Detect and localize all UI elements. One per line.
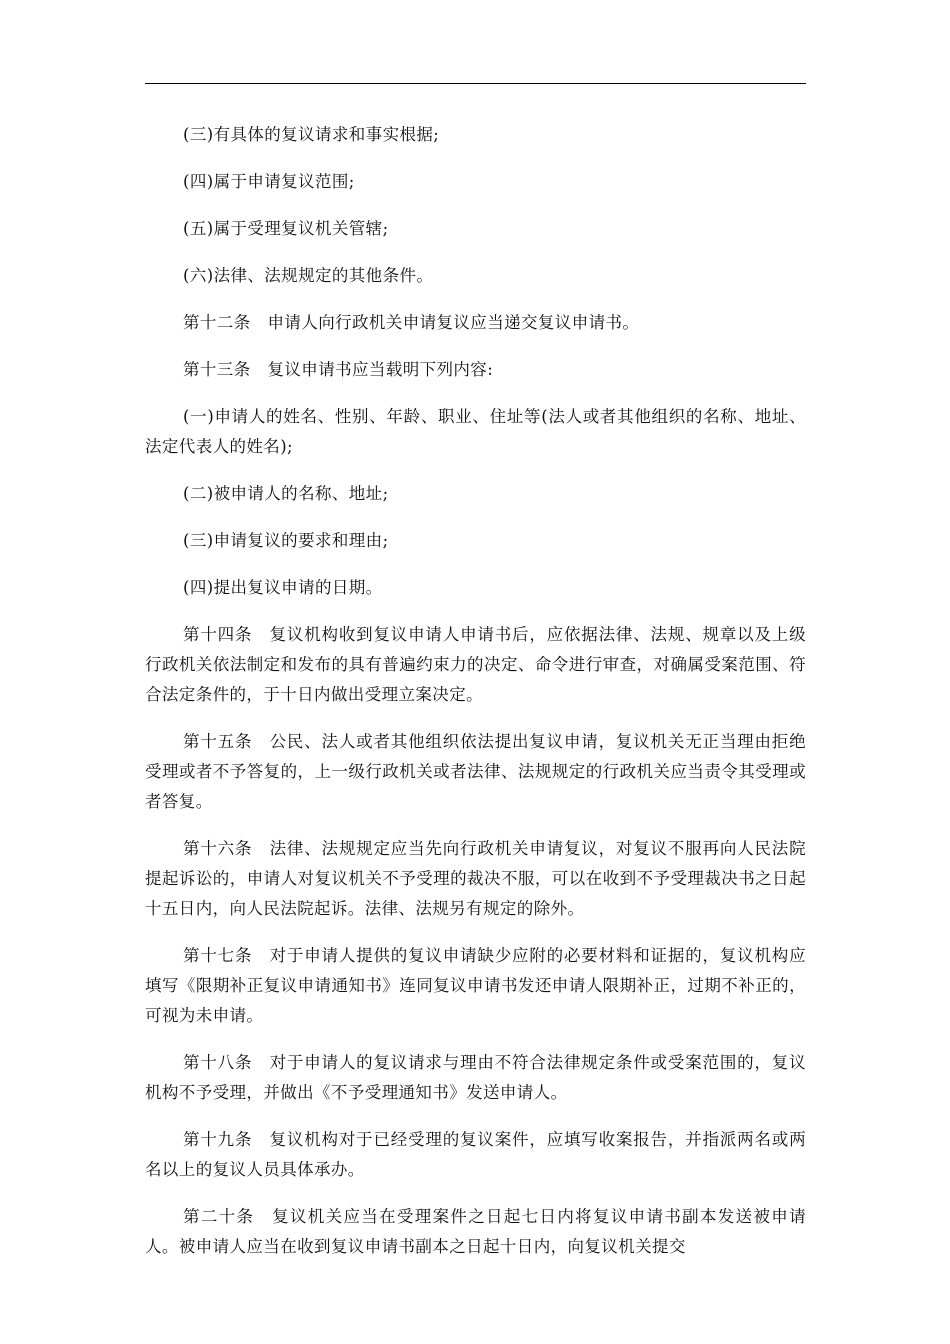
paragraph-article-13-item-2: (二)被申请人的名称、地址;: [183, 484, 389, 503]
paragraph-article-20: 第二十条 复议机关应当在受理案件之日起七日内将复议申请书副本发送被申请人。被申请人应当在收到复议申请书副本之日起十日内，向复议机关提交: [145, 1207, 806, 1256]
paragraph-article-13: 第十三条 复议申请书应当载明下列内容:: [183, 360, 494, 379]
paragraph-article-15: 第十五条 公民、法人或者其他组织依法提出复议申请，复议机关无正当理由拒绝受理或者不予答复的，上一级行政机关或者法律、法规规定的行政机关应当责令其受理或者答复。: [145, 732, 806, 811]
paragraph-article-13-item-1: (一)申请人的姓名、性别、年龄、职业、住址等(法人或者其他组织的名称、地址、法定代表人的姓名);: [145, 407, 806, 456]
paragraph-article-18: 第十八条 对于申请人的复议请求与理由不符合法律规定条件或受案范围的，复议机构不予受理，并做出《不予受理通知书》发送申请人。: [145, 1053, 806, 1102]
paragraph-item-4-scope: (四)属于申请复议范围;: [183, 172, 355, 191]
paragraph-article-16: 第十六条 法律、法规规定应当先向行政机关申请复议，对复议不服再向人民法院提起诉讼的，申请人对复议机关不予受理的裁决不服，可以在收到不予受理裁决书之日起十五日内，向人民法院起诉。法律、法规另有规定的除外。: [145, 839, 806, 918]
paragraph-article-19: 第十九条 复议机构对于已经受理的复议案件，应填写收案报告，并指派两名或两名以上的复议人员具体承办。: [145, 1130, 806, 1179]
paragraph-item-6-other: (六)法律、法规规定的其他条件。: [183, 266, 434, 285]
paragraph-article-17: 第十七条 对于申请人提供的复议申请缺少应附的必要材料和证据的，复议机构应填写《限期补正复议申请通知书》连同复议申请书发还申请人限期补正，过期不补正的，可视为未申请。: [145, 946, 806, 1025]
document-body: [145, 120, 806, 1279]
header-rule: [145, 83, 806, 84]
paragraph-item-5-jurisdiction: (五)属于受理复议机关管辖;: [183, 219, 389, 238]
paragraph-article-13-item-4: (四)提出复议申请的日期。: [183, 578, 383, 597]
paragraph-item-3-facts: (三)有具体的复议请求和事实根据;: [183, 125, 440, 144]
paragraph-article-12: 第十二条 申请人向行政机关申请复议应当递交复议申请书。: [183, 313, 640, 332]
paragraph-article-14: 第十四条 复议机构收到复议申请人申请书后，应依据法律、法规、规章以及上级行政机关依法制定和发布的具有普遍约束力的决定、命令进行审查，对确属受案范围、符合法定条件的，于十日内做出受理立案决定。: [145, 625, 806, 704]
paragraph-article-13-item-3: (三)申请复议的要求和理由;: [183, 531, 389, 550]
